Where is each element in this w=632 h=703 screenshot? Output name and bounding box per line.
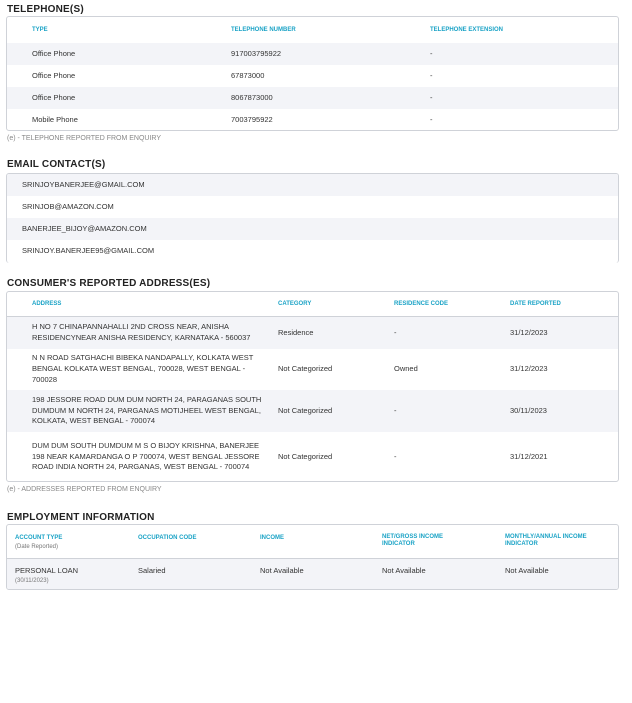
- income: Not Available: [260, 566, 304, 575]
- date-reported: 31/12/2023: [510, 364, 548, 374]
- date-reported: 31/12/2023: [510, 327, 548, 337]
- address-category: Not Categorized: [278, 405, 333, 415]
- email-address: SRINJOYBANERJEE@GMAIL.COM: [22, 179, 145, 189]
- table-header: [7, 292, 618, 317]
- emails-table: [6, 173, 619, 263]
- col-occupation-code: OCCUPATION CODE: [138, 535, 197, 541]
- col-account-type: [15, 534, 62, 551]
- table-row: [7, 559, 618, 590]
- addresses-title: CONSUMER'S REPORTED ADDRESS(ES): [7, 278, 211, 289]
- residence-code: -: [394, 451, 397, 461]
- occupation-code: Salaried: [138, 566, 166, 575]
- net-gross-indicator: Not Available: [382, 566, 426, 575]
- email-address: SRINJOY.BANERJEE95@GMAIL.COM: [22, 245, 155, 255]
- col-extension: TELEPHONE EXTENSION: [430, 26, 504, 33]
- email-address: BANERJEE_BIJOY@AMAZON.COM: [22, 223, 147, 233]
- phone-extension: -: [430, 114, 433, 124]
- list-item: [7, 240, 618, 262]
- address-category: Not Categorized: [278, 364, 333, 374]
- phone-extension: -: [430, 70, 433, 80]
- col-category: CATEGORY: [278, 300, 312, 307]
- col-number: TELEPHONE NUMBER: [231, 26, 296, 33]
- address-category: Not Categorized: [278, 451, 333, 461]
- address-text: DUM DUM SOUTH DUMDUM M S O BIJOY KRISHNA, BANERJEE 198 NEAR KAMARDANGA O P 700074, WEST BENGAL JESSORE ROAD INDIA NORTH 24, PARGANAS, WEST BENGAL - 700074: [32, 440, 260, 472]
- table-header: [7, 525, 618, 559]
- col-monthly-annual: MONTHLY/ANNUAL INCOME INDICATOR: [505, 534, 587, 547]
- phone-type: Office Phone: [32, 92, 76, 102]
- list-item: [7, 196, 618, 218]
- residence-code: -: [394, 327, 397, 337]
- table-row: [7, 65, 618, 87]
- addresses-note: (e) - ADDRESSES REPORTED FROM ENQUIRY: [7, 486, 162, 493]
- emails-title: EMAIL CONTACT(S): [7, 159, 106, 170]
- residence-code: Owned: [394, 364, 418, 374]
- table-row: [7, 390, 618, 432]
- address-text: H NO 7 CHINAPANNAHALLI 2ND CROSS NEAR, ANISHA RESIDENCYNEAR ANISHA RESIDENCY, KARNATAKA - 560037: [32, 322, 251, 342]
- phone-type: Office Phone: [32, 48, 76, 58]
- telephones-title: TELEPHONE(S): [7, 4, 84, 15]
- col-address: ADDRESS: [32, 300, 62, 307]
- telephones-note: (e) - TELEPHONE REPORTED FROM ENQUIRY: [7, 135, 162, 142]
- col-net-gross: NET/GROSS INCOME INDICATOR: [382, 534, 444, 547]
- phone-number: 917003795922: [231, 48, 282, 58]
- residence-code: -: [394, 405, 397, 415]
- phone-extension: -: [430, 92, 433, 102]
- telephones-table: [6, 16, 619, 131]
- list-item: [7, 218, 618, 240]
- table-row: [7, 109, 618, 131]
- table-row: [7, 43, 618, 65]
- employment-title: EMPLOYMENT INFORMATION: [7, 512, 155, 523]
- address-text: 198 JESSORE ROAD DUM DUM NORTH 24, PARAGANAS SOUTH DUMDUM M NORTH 24, PARGANAS MOTIJHEEL WEST BENGAL, KOLKATA, WEST BENGAL - 700074: [32, 394, 262, 426]
- col-income: INCOME: [260, 535, 284, 541]
- phone-number: 67873000: [231, 70, 265, 80]
- table-row: [7, 349, 618, 390]
- address-category: Residence: [278, 327, 314, 337]
- phone-number: 8067873000: [231, 92, 273, 102]
- list-item: [7, 174, 618, 196]
- table-header: [7, 17, 618, 43]
- date-reported: 30/11/2023: [510, 405, 547, 415]
- table-row: [7, 87, 618, 109]
- table-row: [7, 317, 618, 349]
- col-account-type-label: ACCOUNT TYPE: [15, 535, 63, 541]
- phone-type: Office Phone: [32, 70, 76, 80]
- col-date-reported-sub: (Date Reported): [15, 543, 59, 550]
- account-type-cell: [15, 566, 78, 586]
- email-address: SRINJOB@AMAZON.COM: [22, 201, 114, 211]
- table-row: [7, 432, 618, 482]
- col-residence-code: RESIDENCE CODE: [394, 300, 449, 307]
- phone-extension: -: [430, 48, 433, 58]
- phone-type: Mobile Phone: [32, 114, 78, 124]
- phone-number: 7003795922: [231, 114, 273, 124]
- monthly-annual-indicator: Not Available: [505, 566, 549, 575]
- account-type: PERSONAL LOAN: [15, 566, 79, 575]
- col-date-reported: DATE REPORTED: [510, 300, 561, 307]
- col-type: TYPE: [32, 26, 48, 33]
- address-text: N N ROAD SATGHACHI BIBEKA NANDAPALLY, KOLKATA WEST BENGAL KOLKATA WEST BENGAL, 700028, WEST BENGAL - 700028: [32, 353, 254, 384]
- addresses-table: [6, 291, 619, 482]
- employment-table: [6, 524, 619, 590]
- date-reported: (30/11/2023): [15, 577, 49, 584]
- date-reported: 31/12/2021: [510, 451, 548, 461]
